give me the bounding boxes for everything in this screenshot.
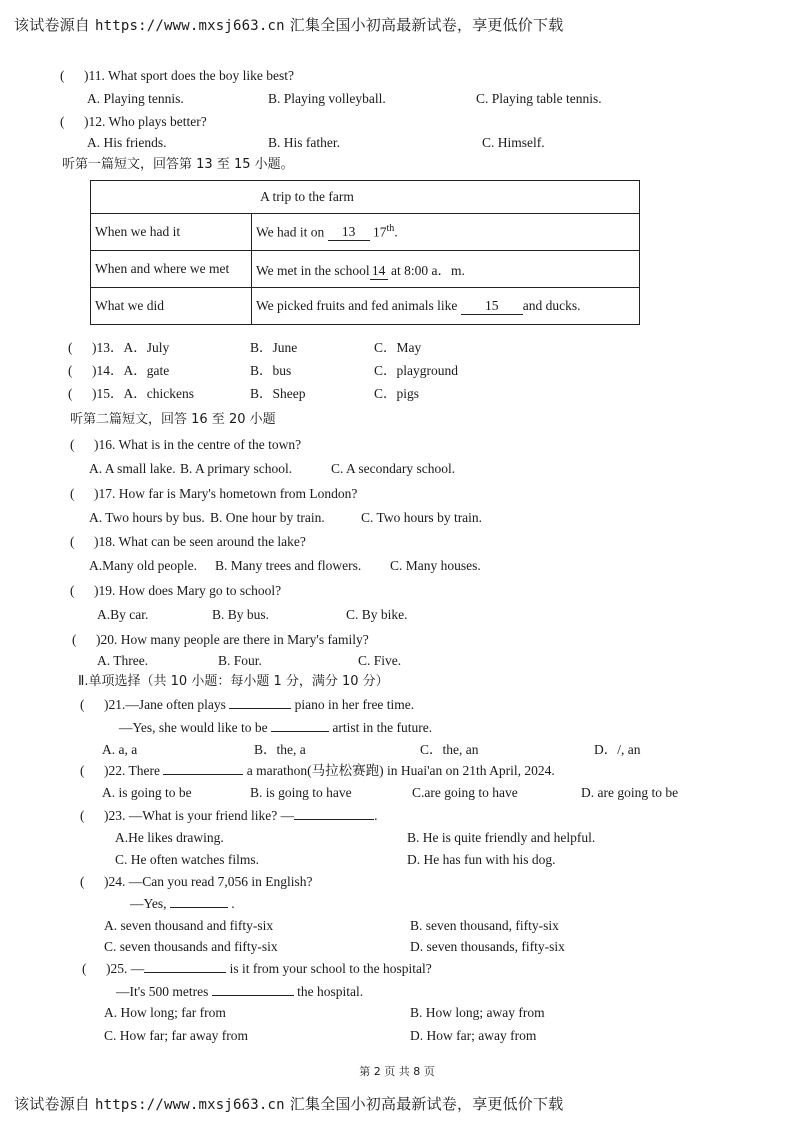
option-d: D. seven thousands, fifty-six — [410, 939, 565, 954]
answer-paren[interactable]: ( — [60, 68, 65, 83]
question-stem: . — [374, 808, 378, 823]
option-b: B. is going to have — [250, 785, 352, 800]
option-a: A. seven thousand and fifty-six — [104, 918, 274, 933]
answer-paren[interactable]: ( — [70, 486, 75, 501]
question-stem: )17. How far is Mary's hometown from London? — [94, 486, 358, 501]
row-text: and ducks. — [522, 297, 581, 313]
option-b: B. By bus. — [212, 607, 270, 622]
option-c: C. Many houses. — [390, 558, 481, 573]
answer-blank[interactable] — [163, 774, 243, 775]
question-14 — [68, 363, 169, 379]
option-c: C. seven thousands and fifty-six — [104, 939, 278, 954]
option-a: A. Three. — [97, 653, 149, 668]
question-11 — [60, 68, 294, 84]
table-title: A trip to the farm — [91, 181, 640, 214]
question-stem: )11. What sport does the boy like best? — [84, 68, 294, 83]
row-text: 17 — [373, 224, 387, 240]
question-20 — [72, 632, 369, 648]
option-b: B. His father. — [268, 135, 340, 150]
option-c: C. He often watches films. — [115, 852, 259, 867]
option-a: )15．A．chickens — [92, 386, 194, 401]
trip-table — [90, 180, 640, 325]
question-24-line2 — [130, 896, 235, 912]
option-c: C. A secondary school. — [331, 461, 456, 476]
row-text: We picked fruits and fed animals like — [256, 297, 458, 313]
option-b: B. seven thousand, fifty-six — [410, 918, 559, 933]
option-d: D. How far; away from — [410, 1028, 537, 1043]
question-15 — [68, 386, 194, 402]
question-stem: —Yes, she would like to be — [119, 720, 268, 735]
option-c: C. Playing table tennis. — [476, 91, 602, 106]
question-stem: —Yes, — [130, 896, 167, 911]
option-c: C．playground — [374, 363, 458, 378]
option-c: C．the, an — [420, 742, 479, 757]
option-a: )14．A．gate — [92, 363, 170, 378]
question-stem: . — [231, 896, 235, 911]
blank-15[interactable]: 15 — [461, 298, 523, 315]
question-21 — [80, 697, 414, 713]
question-17 — [70, 486, 357, 502]
question-stem: a marathon(马拉松赛跑) in Huai'an on 21th April, 2024. — [246, 763, 555, 778]
table-row — [91, 251, 640, 288]
row-text: . — [394, 224, 398, 240]
question-12 — [60, 114, 207, 130]
question-18 — [70, 534, 306, 550]
answer-paren[interactable]: ( — [68, 386, 73, 401]
answer-paren[interactable]: ( — [70, 583, 75, 598]
source-banner-bottom — [14, 1093, 563, 1114]
option-b: B．June — [250, 340, 298, 355]
option-d: D．/, an — [594, 742, 641, 757]
option-c: C. Two hours by train. — [361, 510, 483, 525]
option-a: )13．A．July — [92, 340, 170, 355]
question-stem: the hospital. — [297, 984, 364, 999]
question-23 — [80, 808, 377, 824]
question-stem: piano in her free time. — [294, 697, 415, 712]
answer-paren[interactable]: ( — [80, 763, 85, 778]
banner-url[interactable]: https://www.mxsj663.cn — [94, 18, 285, 34]
question-22 — [80, 763, 555, 779]
question-stem: —It's 500 metres — [116, 984, 209, 999]
question-stem: )12. Who plays better? — [84, 114, 207, 129]
question-stem: )16. What is in the centre of the town? — [94, 437, 302, 452]
option-a: A. His friends. — [87, 135, 167, 150]
question-stem: )21.—Jane often plays — [104, 697, 226, 712]
question-19 — [70, 583, 281, 599]
section1-instruction: 听第一篇短文，回答第 13 至 15 小题。 — [62, 157, 294, 172]
answer-blank[interactable] — [271, 731, 329, 732]
option-a: A. Two hours by bus. — [89, 510, 205, 525]
option-a: A. How long; far from — [104, 1005, 226, 1020]
question-stem: )25. — — [106, 961, 145, 976]
option-c: C．May — [374, 340, 422, 355]
option-b: B. Playing volleyball. — [268, 91, 386, 106]
blank-13[interactable]: 13 — [328, 224, 370, 241]
option-b: B. One hour by train. — [210, 510, 325, 525]
option-c: C. How far; far away from — [104, 1028, 248, 1043]
question-stem: )23. —What is your friend like? — — [104, 808, 295, 823]
question-stem: )18. What can be seen around the lake? — [94, 534, 306, 549]
answer-paren[interactable]: ( — [72, 632, 77, 647]
answer-blank[interactable] — [229, 708, 291, 709]
option-b: B．bus — [250, 363, 292, 378]
table-row — [91, 288, 640, 325]
banner-prefix: 该试卷源自 — [14, 16, 91, 34]
page-number: 第 2 页 共 8 页 — [359, 1065, 435, 1078]
option-a: A. Playing tennis. — [87, 91, 184, 106]
option-a: A.Many old people. — [89, 558, 197, 573]
option-a: A.He likes drawing. — [115, 830, 224, 845]
option-a: A. is going to be — [102, 785, 192, 800]
row-content — [252, 214, 640, 251]
row-label: When and where we met — [91, 251, 252, 288]
answer-paren[interactable]: ( — [68, 363, 73, 378]
ordinal-suffix: th — [386, 222, 395, 234]
option-c: C. By bike. — [346, 607, 408, 622]
question-13 — [68, 340, 169, 356]
question-21-line2 — [119, 720, 432, 736]
row-text: We met in the school — [256, 262, 370, 278]
answer-paren[interactable]: ( — [68, 340, 73, 355]
option-c: C. Himself. — [482, 135, 545, 150]
option-b: B．Sheep — [250, 386, 306, 401]
row-text: We had it on — [256, 224, 325, 240]
option-a: A.By car. — [97, 607, 149, 622]
answer-paren[interactable]: ( — [80, 874, 85, 889]
option-b: B. He is quite friendly and helpful. — [407, 830, 596, 845]
banner-url[interactable]: https://www.mxsj663.cn — [94, 1097, 285, 1113]
option-d: D. are going to be — [581, 785, 679, 800]
blank-14[interactable]: 14 — [370, 263, 388, 280]
source-banner-top — [14, 14, 563, 35]
question-25 — [82, 961, 432, 977]
answer-blank[interactable] — [212, 995, 294, 996]
answer-paren[interactable]: ( — [80, 808, 85, 823]
option-b: B. How long; away from — [410, 1005, 545, 1020]
question-stem: artist in the future. — [332, 720, 433, 735]
answer-blank[interactable] — [144, 972, 226, 973]
question-stem: )24. —Can you read 7,056 in English? — [104, 874, 313, 889]
row-content — [252, 251, 640, 288]
question-stem: )20. How many people are there in Mary's family? — [96, 632, 369, 647]
question-stem: )22. There — [104, 763, 160, 778]
row-label: When we had it — [91, 214, 252, 251]
option-c: C.are going to have — [412, 785, 518, 800]
option-a: A. a, a — [102, 742, 138, 757]
question-stem: is it from your school to the hospital? — [229, 961, 432, 976]
option-c: C．pigs — [374, 386, 420, 401]
answer-blank[interactable] — [294, 819, 374, 820]
answer-paren[interactable]: ( — [70, 437, 75, 452]
answer-paren[interactable]: ( — [82, 961, 87, 976]
section2-instruction: 听第二篇短文，回答 16 至 20 小题 — [70, 412, 276, 427]
table-row — [91, 214, 640, 251]
option-a: A. A small lake. — [89, 461, 176, 476]
answer-paren[interactable]: ( — [70, 534, 75, 549]
option-b: B. A primary school. — [180, 461, 293, 476]
banner-suffix: 汇集全国小初高最新试卷，享更低价下载 — [289, 16, 564, 34]
question-24 — [80, 874, 312, 890]
option-b: B. Many trees and flowers. — [215, 558, 362, 573]
question-16 — [70, 437, 301, 453]
banner-suffix: 汇集全国小初高最新试卷，享更低价下载 — [289, 1095, 564, 1113]
option-c: C. Five. — [358, 653, 402, 668]
banner-prefix: 该试卷源自 — [14, 1095, 91, 1113]
answer-blank[interactable] — [170, 907, 228, 908]
option-b: B．the, a — [254, 742, 306, 757]
row-label: What we did — [91, 288, 252, 325]
question-stem: )19. How does Mary go to school? — [94, 583, 282, 598]
row-content — [252, 288, 640, 325]
option-b: B. Four. — [218, 653, 262, 668]
row-text: at 8:00 a．m. — [387, 262, 465, 278]
answer-paren[interactable]: ( — [80, 697, 85, 712]
question-25-line2 — [116, 984, 363, 1000]
answer-paren[interactable]: ( — [60, 114, 65, 129]
option-d: D. He has fun with his dog. — [407, 852, 556, 867]
part2-heading: Ⅱ.单项选择（共 10 小题：每小题 1 分，满分 10 分） — [78, 674, 389, 689]
